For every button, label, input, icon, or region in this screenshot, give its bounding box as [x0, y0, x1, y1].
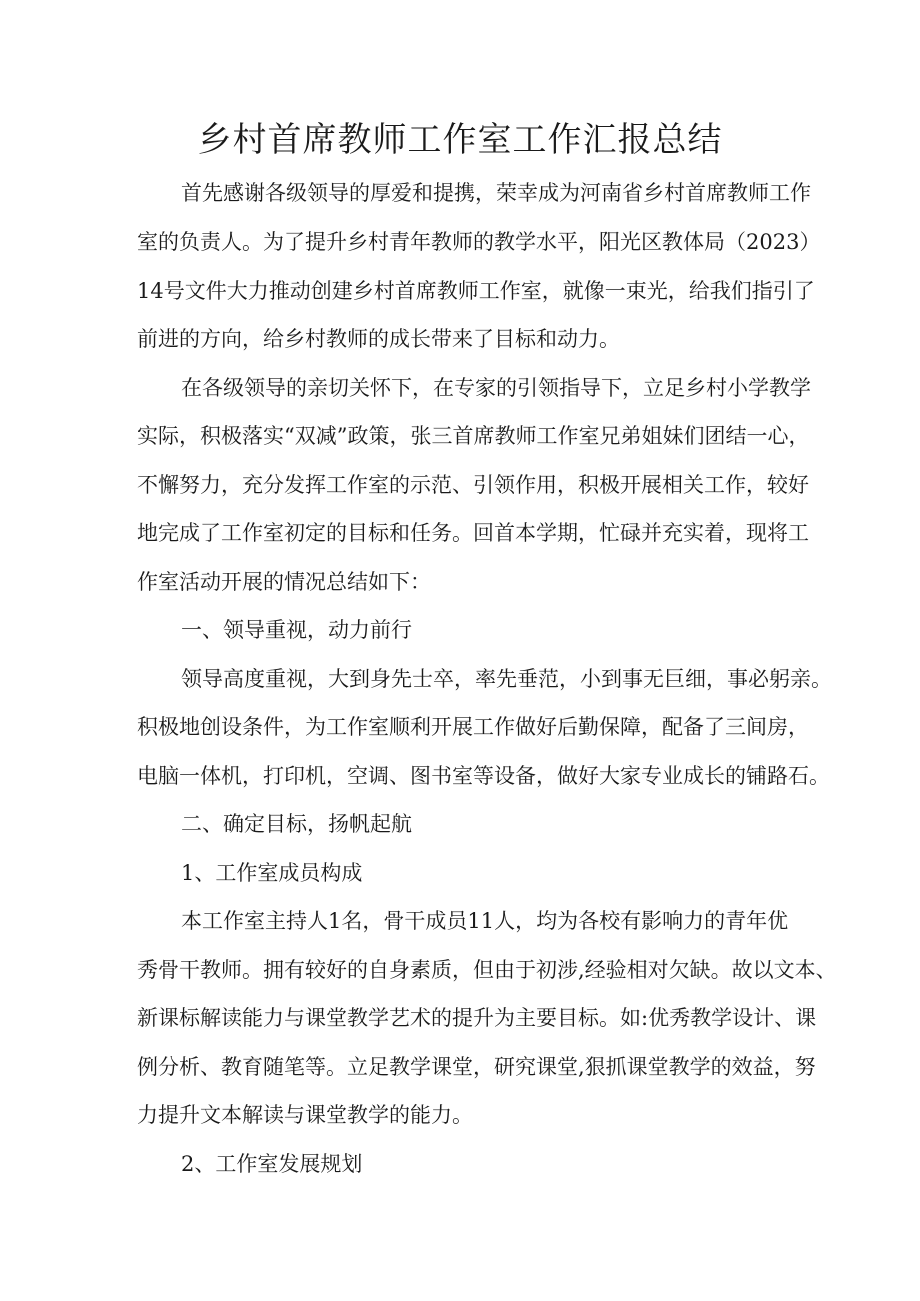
paragraph-4-line-2: 秀骨干教师。拥有较好的自身素质，但由于初涉,经验相对欠缺。故以文本、 — [137, 958, 837, 982]
paragraph-2-line-4: 地完成了工作室初定的目标和任务。回首本学期，忙碌并充实着，现将工 — [137, 521, 809, 545]
document-title: 乡村首席教师工作室工作汇报总结 — [197, 120, 723, 160]
paragraph-1-line-2: 室的负责人。为了提升乡村青年教师的教学水平，阳光区教体局（2023） — [137, 230, 821, 254]
paragraph-2-line-1: 在各级领导的亲切关怀下，在专家的引领指导下，立足乡村小学教学 — [181, 376, 811, 400]
paragraph-4-line-1: 本工作室主持人1名，骨干成员11人，均为各校有影响力的青年优 — [181, 909, 789, 933]
paragraph-4-line-3: 新课标解读能力与课堂教学艺术的提升为主要目标。如:优秀教学设计、课 — [137, 1006, 817, 1030]
section-heading-2: 二、确定目标，扬帆起航 — [181, 812, 412, 836]
subsection-heading-1: 1、工作室成员构成 — [181, 861, 363, 885]
paragraph-1-line-1: 首先感谢各级领导的厚爱和提携，荣幸成为河南省乡村首席教师工作 — [181, 181, 811, 205]
section-heading-1: 一、领导重视，动力前行 — [181, 618, 412, 642]
paragraph-4-line-5: 力提升文本解读与课堂教学的能力。 — [137, 1103, 473, 1127]
subsection-heading-2: 2、工作室发展规划 — [181, 1152, 363, 1176]
paragraph-2-line-3: 不懈努力，充分发挥工作室的示范、引领作用，积极开展相关工作，较好 — [137, 473, 809, 497]
paragraph-3-line-1: 领导高度重视，大到身先士卒，率先垂范，小到事无巨细，事必躬亲。 — [181, 667, 832, 691]
paragraph-1-line-3: 14号文件大力推动创建乡村首席教师工作室，就像一束光，给我们指引了 — [137, 279, 815, 303]
paragraph-2-line-5: 作室活动开展的情况总结如下： — [137, 570, 431, 594]
paragraph-4-line-4: 例分析、教育随笔等。立足教学课堂，研究课堂,狠抓课堂教学的效益，努 — [137, 1055, 816, 1079]
paragraph-2-line-2: 实际，积极落实“双减”政策，张三首席教师工作室兄弟姐妹们团结一心， — [137, 424, 810, 448]
paragraph-3-line-2: 积极地创设条件，为工作室顺利开展工作做好后勤保障，配备了三间房， — [137, 715, 809, 739]
paragraph-3-line-3: 电脑一体机，打印机，空调、图书室等设备，做好大家专业成长的铺路石。 — [137, 764, 830, 788]
paragraph-1-line-4: 前进的方向，给乡村教师的成长带来了目标和动力。 — [137, 327, 620, 351]
